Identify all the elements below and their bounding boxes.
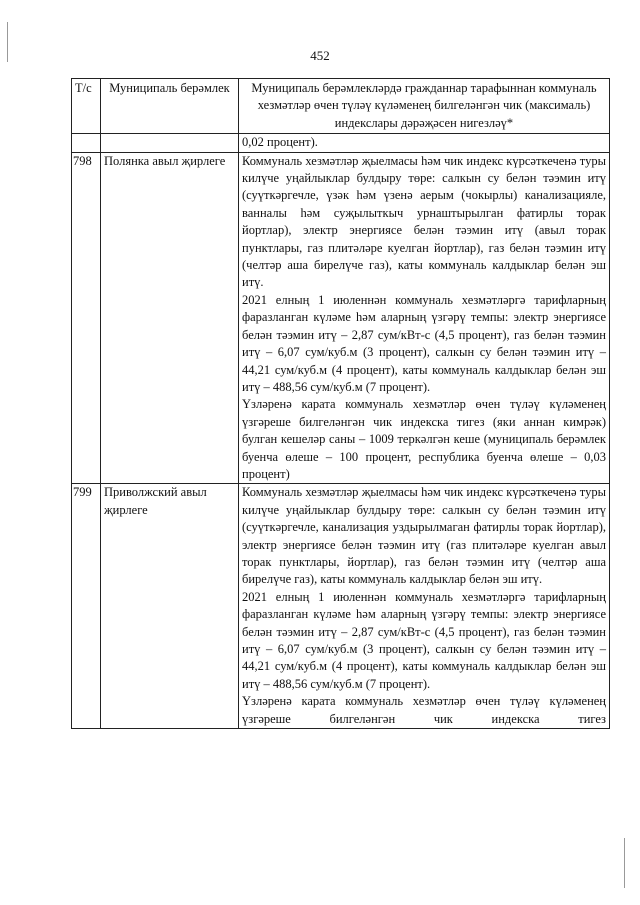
row-municipality: Полянка авыл җирлеге bbox=[101, 152, 239, 484]
row-number: 799 bbox=[72, 484, 101, 729]
table-row-continuation bbox=[72, 134, 610, 152]
margin-mark-bottom bbox=[624, 838, 625, 888]
table-row bbox=[72, 484, 610, 729]
header-justification: Муниципаль берәмлекләрдә гражданнар тарафыннан коммуналь хезмәтләр өчен түләү күләменең билгеләнгән чик (максималь) индекслары дәрәҗәсен нигезләү* bbox=[239, 79, 610, 134]
page-number: 452 bbox=[310, 48, 330, 63]
row-paragraph-tariffs: 2021 елның 1 июленнән коммуналь хезмәтләргә тарифларның фаразланган күләме һәм аларның үзгәрү темпы: электр энергиясе белән тәэмин итү – 2,87 сум/кВт-с (4,5 процент), газ белән тәэмин итү – 6,07 сум/куб.м (3 процент), салкын су белән тәэмин итү – 44,21 сум/куб.м (4 процент), каты коммуналь калдыклар белән эш итү – 488,56 сум/куб.м (7 процент). bbox=[242, 292, 606, 394]
row-description bbox=[239, 152, 610, 484]
continuation-number-cell bbox=[72, 134, 101, 152]
row-paragraph-amenities: Коммуналь хезмәтләр җыелмасы һәм чик индекс күрсәткеченә туры килүче уңайлыклар булдыру төре: салкын су белән тәэмин итү (суүткәргечле, үзәк һәм үзенә аерым (чокырлы) канализацияле, ванналы һәм суҗылыткыч урнаштырылган фатирлы торак йортлар), электр энергиясе белән тәэмин итү (авыл торак пунктлары, газ плитәләре куелган йортлар), газ белән тәэмин итү (челтәр аша бирелүче газ), каты коммуналь калдыклар белән эш итү. bbox=[242, 153, 606, 290]
row-paragraph-population: Үзләренә карата коммуналь хезмәтләр өчен түләү күләменең үзгәреше билгеләнгән чик индекска тигез bbox=[242, 694, 606, 726]
row-description bbox=[239, 484, 610, 729]
row-paragraph-amenities: Коммуналь хезмәтләр җыелмасы һәм чик индекс күрсәткеченә туры килүче уңайлыклар булдыру төре: салкын су белән тәэмин итү (суүткәргечле, канализация уздырылмаган фатирлы торак йортлар), электр энергиясе белән тәэмин итү (газ плитәләре куелган авыл торак пунктлары, йортлар), газ белән тәэмин итү (челтәр аша бирелүче газ), каты коммуналь калдыклар белән эш итү. bbox=[242, 485, 606, 587]
header-municipality: Муниципаль берәмлек bbox=[101, 79, 239, 134]
row-number: 798 bbox=[72, 152, 101, 484]
row-municipality: Приволжский авыл җирлеге bbox=[101, 484, 239, 729]
header-number: Т/с bbox=[72, 79, 101, 134]
row-paragraph-population: Үзләренә карата коммуналь хезмәтләр өчен түләү күләменең үзгәреше билгеләнгән чик индекска тигез (яки аннан кимрәк) булган кешеләр саны – 1009 теркәлгән кеше (муниципаль берәмлек буенча өлеше – 100 процент, республика буенча өлеше – 0,03 процент) bbox=[242, 397, 606, 481]
continuation-municipality-cell bbox=[101, 134, 239, 152]
continuation-text: 0,02 процент). bbox=[239, 134, 610, 152]
row-paragraph-tariffs: 2021 елның 1 июленнән коммуналь хезмәтләргә тарифларның фаразланган күләме һәм аларның үзгәрү темпы: электр энергиясе белән тәэмин итү – 2,87 сум/кВт-с (4,5 процент), газ белән тәэмин итү – 6,07 сум/куб.м (3 процент), салкын су белән тәэмин итү – 44,21 сум/куб.м (4 процент), каты коммуналь калдыклар белән эш итү – 488,56 сум/куб.м (7 процент). bbox=[242, 589, 606, 691]
table-row bbox=[72, 152, 610, 484]
document-table bbox=[71, 78, 610, 729]
table-header-row bbox=[72, 79, 610, 134]
